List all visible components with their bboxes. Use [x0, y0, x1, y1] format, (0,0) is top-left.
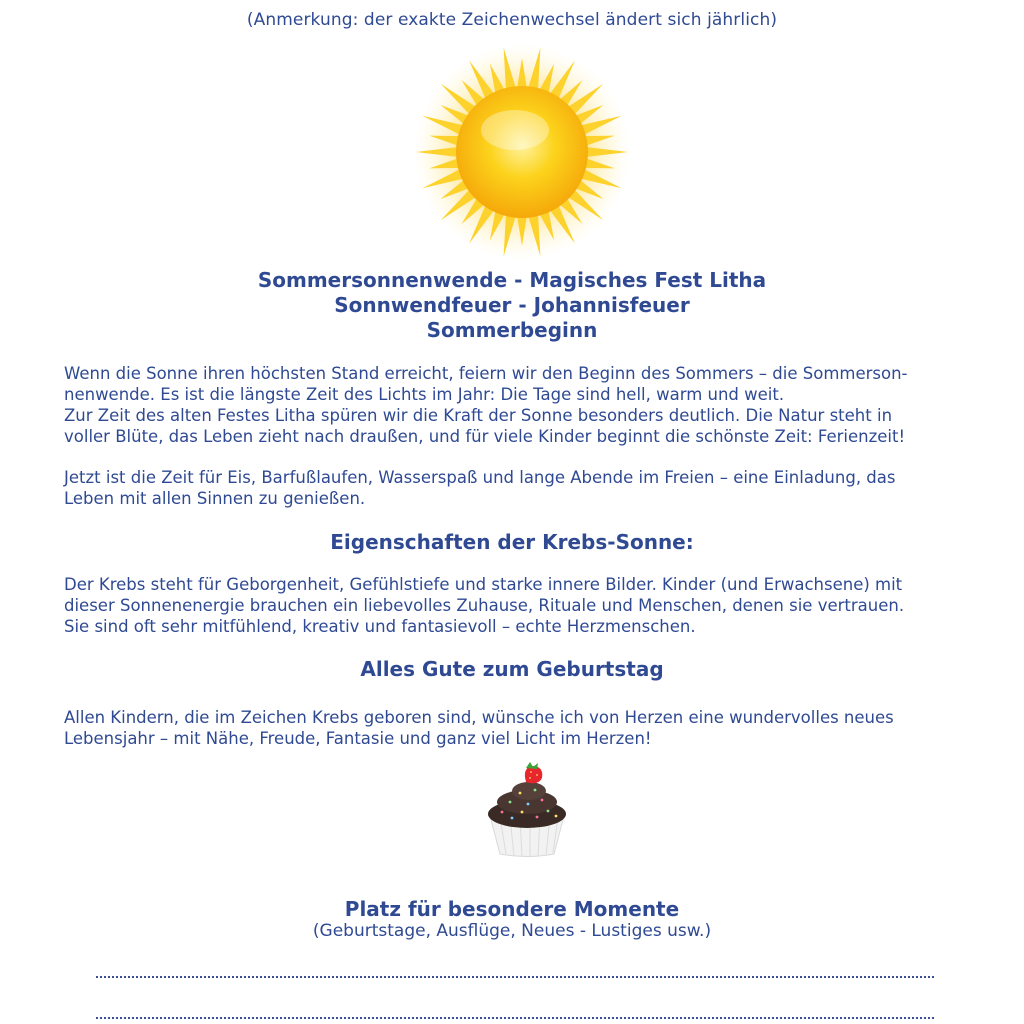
traits-line-2: dieser Sonnenenergie brauchen ein liebevolles Zuhause, Rituale und Menschen, denen sie vertrauen. [64, 596, 905, 615]
birthday-paragraph [64, 707, 964, 749]
sun-core [456, 86, 588, 218]
summer-line-2: Leben mit allen Sinnen zu genießen. [64, 489, 366, 508]
traits-paragraph [64, 574, 964, 637]
summer-line-1: Jetzt ist die Zeit für Eis, Barfußlaufen, Wasserspaß und lange Abende im Freien – eine Einladung, das [64, 468, 896, 487]
headline-line-2: Sonnwendfeuer - Johannisfeuer [334, 293, 690, 317]
headline [0, 268, 1024, 343]
intro-line-1: Wenn die Sonne ihren höchsten Stand erreicht, feiern wir den Beginn des Sommers – die Sommerson- [64, 364, 908, 383]
headline-line-3: Sommerbeginn [426, 318, 598, 342]
headline-line-1: Sommersonnenwende - Magisches Fest Litha [257, 268, 767, 292]
intro-line-4: voller Blüte, das Leben zieht nach draußen, und für viele Kinder beginnt die schönste Zeit: Ferienzeit! [64, 427, 906, 446]
traits-title: Eigenschaften der Krebs-Sonne: [330, 530, 694, 554]
sun-icon [412, 42, 632, 262]
birthday-line-2: Lebensjahr – mit Nähe, Freude, Fantasie und ganz viel Licht im Herzen! [64, 729, 652, 748]
traits-line-3: Sie sind oft sehr mitfühlend, kreativ und fantasievoll – echte Herzmenschen. [64, 617, 696, 636]
writing-line[interactable] [96, 976, 934, 978]
intro-line-2: nenwende. Es ist die längste Zeit des Lichts im Jahr: Die Tage sind hell, warm und weit. [64, 385, 785, 404]
note-text: (Anmerkung: der exakte Zeichenwechsel ändert sich jährlich) [246, 10, 778, 30]
writing-line[interactable] [96, 1017, 934, 1019]
intro-line-3: Zur Zeit des alten Festes Litha spüren wir die Kraft der Sonne besonders deutlich. Die Natur steht in [64, 406, 893, 425]
moments-title: Platz für besondere Momente [344, 897, 680, 921]
intro-paragraph [64, 363, 964, 447]
summer-paragraph [64, 467, 964, 509]
cupcake-icon [482, 760, 572, 860]
birthday-title: Alles Gute zum Geburtstag [360, 657, 664, 681]
moments-subtitle: (Geburtstage, Ausflüge, Neues - Lustiges usw.) [312, 921, 712, 941]
birthday-line-1: Allen Kindern, die im Zeichen Krebs geboren sind, wünsche ich von Herzen eine wundervolles neues [64, 708, 894, 727]
traits-line-1: Der Krebs steht für Geborgenheit, Gefühlstiefe und starke innere Bilder. Kinder (und Erwachsene) mit [64, 575, 903, 594]
